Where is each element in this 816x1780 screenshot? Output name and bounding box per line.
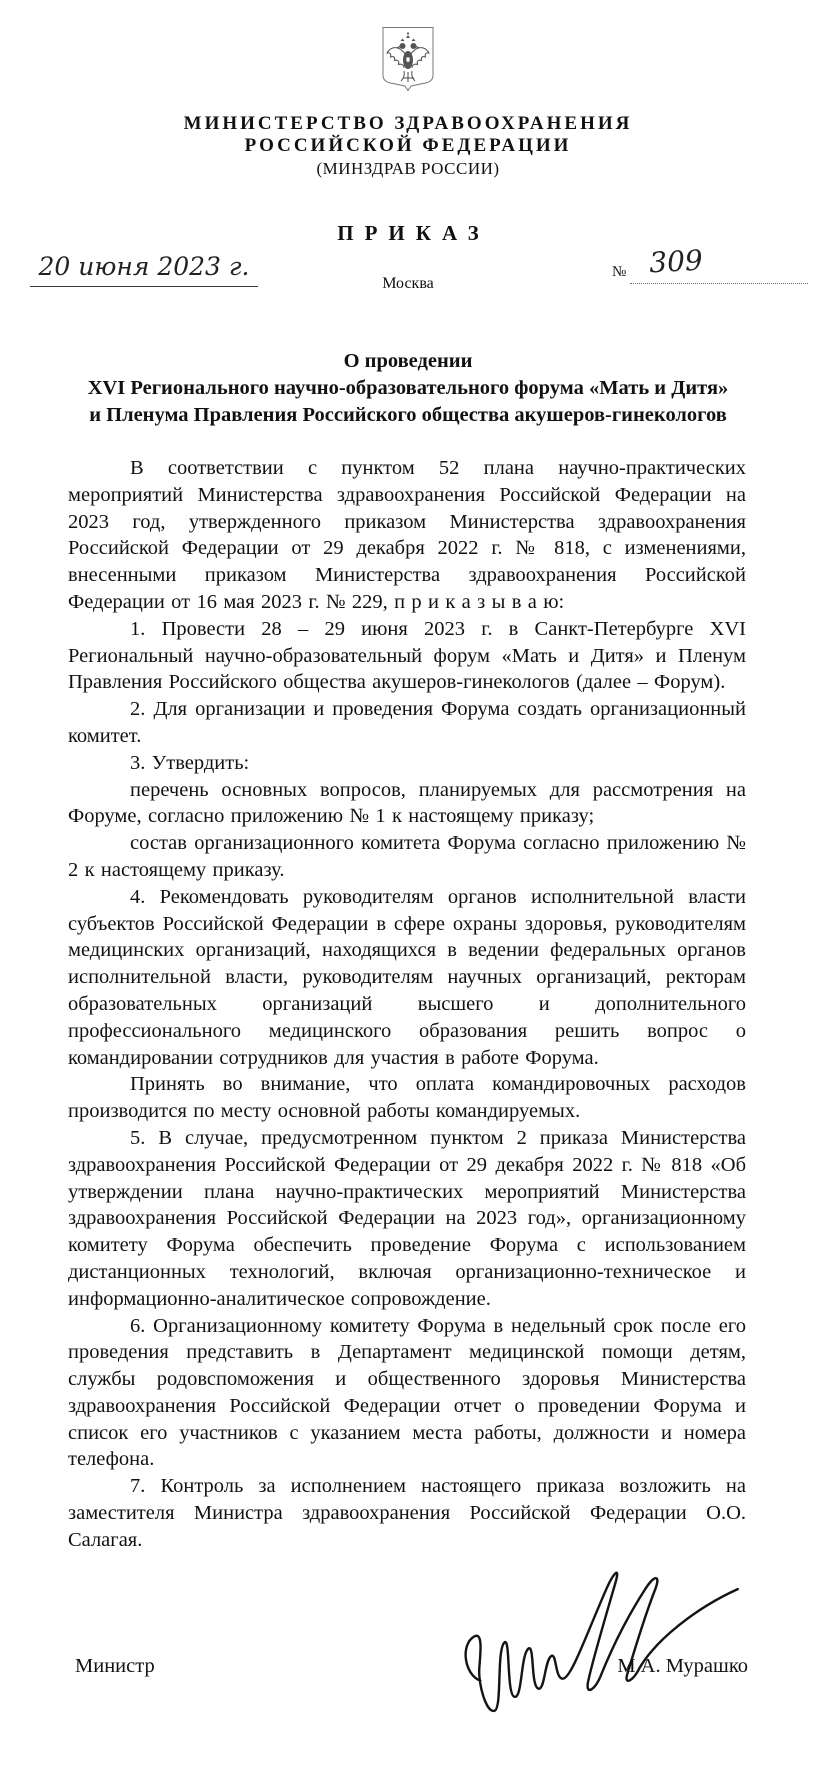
signer-name: М.А. Мурашко xyxy=(617,1655,748,1677)
coat-of-arms-icon xyxy=(378,25,438,99)
paragraph-item-1: 1. Провести 28 – 29 июня 2023 г. в Санкт-Петербурге XVI Региональный научно-образовательный форум «Мать и Дитя» и Пленум Правления Российского общества акушеров-гинекологов (далее – Форум). xyxy=(68,617,746,694)
date-number-row xyxy=(0,243,816,310)
paragraph-preamble: В соответствии с пунктом 52 плана научно-практических мероприятий Министерства здравоохранения Российской Федерации на 2023 год, утвержденного приказом Министерства здравоохранения Российской Федерации от 29 декабря 2022 г. № 818, с изменениями, внесенными приказом Министерства здравоохранения Российской Федерации от 16 мая 2023 г. № 229, п р и к а з ы в а ю: xyxy=(68,457,746,613)
paragraph-item-3b: состав организационного комитета Форума согласно приложению № 2 к настоящему приказу. xyxy=(68,832,746,881)
paragraph-item-3a: перечень основных вопросов, планируемых для рассмотрения на Форуме, согласно приложению № 1 к настоящему приказу; xyxy=(68,778,746,828)
letterhead xyxy=(0,113,816,179)
document-title xyxy=(0,348,816,429)
city-label: Москва xyxy=(382,275,434,292)
ministry-name-line1: МИНИСТЕРСТВО ЗДРАВООХРАНЕНИЯ xyxy=(183,113,633,134)
ministry-name-line2: РОССИЙСКОЙ ФЕДЕРАЦИИ xyxy=(244,135,572,156)
handwritten-date: 20 июня 2023 г. xyxy=(38,252,250,281)
paragraph-item-6: 6. Организационному комитету Форума в недельный срок после его проведения представить в Департамент медицинской помощи детям, службы родовспоможения и общественного здоровья Министерства здравоохранения Российской Федерации отчет о проведении Форума и список его участников с указанием места работы, должности и номера телефона. xyxy=(68,1314,746,1471)
document-type-heading: ПРИКАЗ xyxy=(337,221,490,245)
handwritten-order-number: 309 xyxy=(648,243,704,280)
document-title-line3: и Пленума Правления Российского общества акушеров-гинекологов xyxy=(89,404,727,426)
paragraph-item-3: 3. Утвердить: xyxy=(130,751,250,774)
signer-position: Министр xyxy=(75,1655,155,1677)
ministry-short-name: (МИНЗДРАВ РОССИИ) xyxy=(316,159,500,178)
document-body xyxy=(68,455,746,1554)
paragraph-item-4: 4. Рекомендовать руководителям органов исполнительной власти субъектов Российской Федерации в сфере охраны здоровья, руководителям медицинских организаций, находящихся в ведении федеральных органов исполнительной власти, руководителям научных организаций, ректорам образовательных организаций высшего и дополнительного профессионального медицинского образования решить вопрос о командировании сотрудников для участия в работе Форума. xyxy=(68,885,746,1069)
document-title-line2: XVI Регионального научно-образовательного форума «Мать и Дитя» xyxy=(87,377,729,399)
signature-icon xyxy=(452,1562,764,1738)
paragraph-item-5: 5. В случае, предусмотренном пунктом 2 приказа Министерства здравоохранения Российской Федерации от 29 декабря 2022 г. № 818 «Об утверждении плана научно-практических мероприятий Министерства здравоохранения Российской Федерации на 2023 год», организационному комитету Форума обеспечить проведение Форума с использованием дистанционных технологий, включая организационно-техническое и информационно-аналитическое сопровождение. xyxy=(68,1126,746,1310)
document-title-line1: О проведении xyxy=(343,350,473,372)
number-sign: № xyxy=(612,264,627,280)
paragraph-item-2: 2. Для организации и проведения Форума создать организационный комитет. xyxy=(68,698,746,747)
paragraph-item-4a: Принять во внимание, что оплата командировочных расходов производится по месту основной работы командируемых. xyxy=(68,1073,746,1123)
paragraph-item-7: 7. Контроль за исполнением настоящего приказа возложить на заместителя Министра здравоохранения Российской Федерации О.О. Салагая. xyxy=(68,1475,746,1551)
